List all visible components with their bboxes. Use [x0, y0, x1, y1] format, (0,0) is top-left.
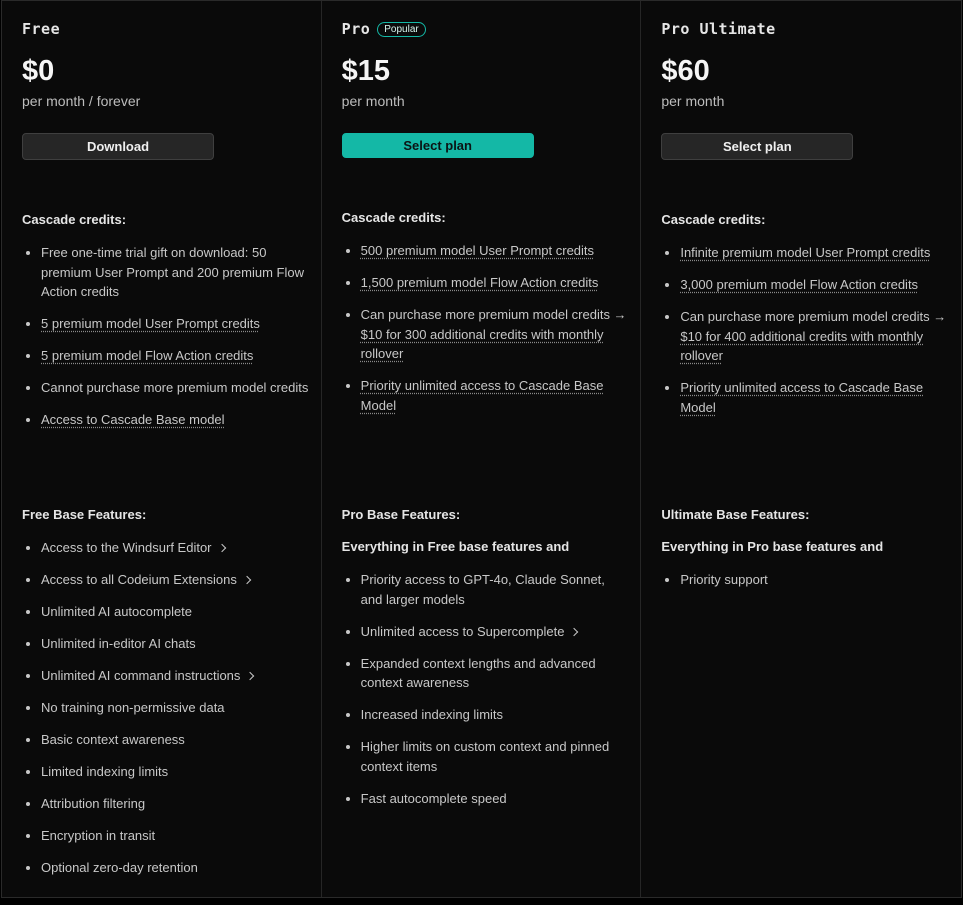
- features-list: [661, 570, 949, 602]
- list-item: • Unlimited in-editor AI chats: [41, 634, 309, 654]
- features-list: [342, 570, 629, 821]
- chevron-right-icon[interactable]: [217, 544, 225, 552]
- credits-list: [661, 243, 949, 430]
- features-intro: Everything in Free base features and: [341, 539, 570, 554]
- plan-name: Pro Ultimate: [661, 20, 776, 38]
- features-title: Pro Base Features:: [341, 507, 461, 522]
- plan-free: [2, 1, 322, 897]
- list-item: • Encryption in transit: [41, 826, 309, 846]
- list-item: • Priority support: [680, 570, 949, 590]
- list-item[interactable]: • Unlimited AI command instructions: [41, 666, 309, 686]
- list-item: • Higher limits on custom context and pinned context items: [361, 737, 629, 776]
- plan-price: $60: [661, 55, 710, 87]
- list-item[interactable]: • 3,000 premium model Flow Action credits: [680, 275, 949, 295]
- list-item: • Expanded context lengths and advanced context awareness: [361, 654, 629, 693]
- popular-badge: Popular: [377, 22, 425, 37]
- list-item: • Priority access to GPT-4o, Claude Sonnet, and larger models: [361, 570, 629, 609]
- credits-list: [22, 243, 309, 442]
- list-item[interactable]: • 5 premium model Flow Action credits: [41, 346, 309, 366]
- pricing-table: [1, 0, 962, 898]
- list-item[interactable]: • Access to Cascade Base model: [41, 410, 309, 430]
- features-title: Free Base Features:: [22, 507, 147, 522]
- plan-price: $15: [341, 55, 391, 87]
- plan-pro-ultimate: [641, 1, 961, 897]
- list-item: • Free one-time trial gift on download: 50 premium User Prompt and 200 premium Flow Action credits: [41, 243, 309, 302]
- plan-name: Free: [22, 20, 61, 38]
- select-plan-button[interactable]: Select plan: [661, 133, 853, 160]
- list-item: • Optional zero-day retention: [41, 858, 309, 878]
- list-item[interactable]: • Access to all Codeium Extensions: [41, 570, 309, 590]
- chevron-right-icon[interactable]: [570, 627, 578, 635]
- list-item[interactable]: • 1,500 premium model Flow Action credits: [361, 273, 629, 293]
- chevron-right-icon[interactable]: [246, 672, 254, 680]
- download-button[interactable]: Download: [22, 133, 214, 160]
- list-item: • Limited indexing limits: [41, 762, 309, 782]
- list-item[interactable]: • Unlimited access to Supercomplete: [361, 622, 629, 642]
- list-item[interactable]: • Can purchase more premium model credits → $10 for 400 additional credits with monthly rollover: [680, 307, 949, 366]
- list-item: • Fast autocomplete speed: [361, 789, 629, 809]
- credits-title: Cascade credits:: [341, 210, 446, 225]
- credits-list: [342, 241, 629, 428]
- list-item[interactable]: • 500 premium model User Prompt credits: [361, 241, 629, 261]
- list-item: • Cannot purchase more premium model credits: [41, 378, 309, 398]
- list-item[interactable]: • Infinite premium model User Prompt credits: [680, 243, 949, 263]
- credits-title: Cascade credits:: [22, 212, 127, 227]
- plan-period: per month: [661, 93, 725, 109]
- list-item: • Increased indexing limits: [361, 705, 629, 725]
- plan-period: per month / forever: [22, 93, 141, 109]
- credits-title: Cascade credits:: [661, 212, 766, 227]
- plan-pro: [322, 1, 642, 897]
- list-item: • Basic context awareness: [41, 730, 309, 750]
- list-item: • Unlimited AI autocomplete: [41, 602, 309, 622]
- features-intro: Everything in Pro base features and: [661, 539, 884, 554]
- plan-price: $0: [22, 55, 55, 87]
- features-list: [22, 538, 309, 890]
- plan-period: per month: [341, 93, 405, 109]
- list-item: • No training non-permissive data: [41, 698, 309, 718]
- chevron-right-icon[interactable]: [243, 576, 251, 584]
- list-item[interactable]: • Priority unlimited access to Cascade Base Model: [361, 376, 629, 415]
- list-item[interactable]: • Access to the Windsurf Editor: [41, 538, 309, 558]
- list-item[interactable]: • 5 premium model User Prompt credits: [41, 314, 309, 334]
- features-title: Ultimate Base Features:: [661, 507, 810, 522]
- list-item[interactable]: • Priority unlimited access to Cascade Base Model: [680, 378, 949, 417]
- plan-name: Pro Popular: [342, 20, 426, 38]
- select-plan-button[interactable]: Select plan: [342, 133, 534, 158]
- list-item[interactable]: • Can purchase more premium model credits → $10 for 300 additional credits with monthly rollover: [361, 305, 629, 364]
- list-item: • Attribution filtering: [41, 794, 309, 814]
